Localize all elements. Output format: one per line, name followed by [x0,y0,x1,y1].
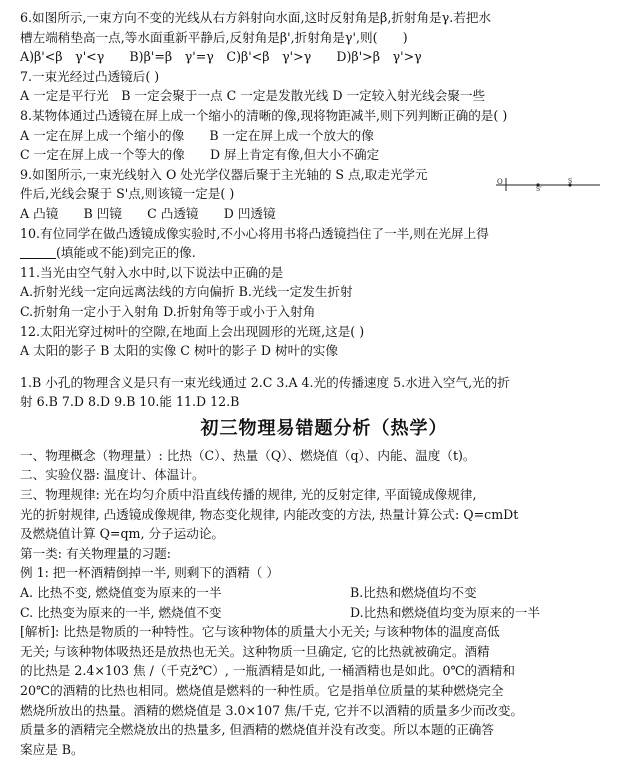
option-d: D.比热和燃烧值均变为原来的一半 [350,604,540,620]
option-c: C. 比热变为原来的一半, 燃烧值不变 [20,604,222,620]
analysis-line-2: 无关; 与该种物体吸热还是放热也无关。这种物质一旦确定, 它的比热就被确定。酒精 [20,643,490,659]
laws-line-3: 及燃烧值计算 Q=qm, 分子运动论。 [20,526,225,542]
analysis-line-1: [解析]: 比热是物质的一种特性。它与该种物体的质量大小无关; 与该种物体的温度高低 [20,624,500,640]
analysis-line-5: 燃烧所放出的热量。酒精的燃烧值是 3.0×107 焦/千克, 它并不以酒精的质量多少而改变。 [20,702,524,718]
category-heading: 第一类: 有关物理量的习题: [20,545,172,561]
example-1-options-cd [20,603,628,623]
q6-line-2: 槽左端稍垫高一点,等水面重新平静后,反射角是β',折射角是γ',则( ) [20,29,408,45]
analysis-line-3: 的比热是 2.4×103 焦 /（千克ž℃）, 一瓶酒精是如此, 一桶酒精也是如此。0℃的酒精和 [20,663,515,679]
answers-line-2: 射 6.B 7.D 8.D 9.B 10.能 11.D 12.B [20,394,240,410]
q9-options: A 凸镜 B 凹镜 C 凸透镜 D 凹透镜 [20,205,276,221]
option-b: B.比热和燃烧值均不变 [350,585,477,601]
q12-stem: 12.太阳光穿过树叶的空隙,在地面上会出现圆形的光斑,这是( ) [20,323,365,339]
q6-options: A)β'<β γ'<γ B)β'=β γ'=γ C)β'<β γ'>γ D)β'>β γ'>γ [20,49,422,65]
analysis-line-6: 质量多的酒精完全燃烧放出的热量多, 但酒精的燃烧值并没有改变。所以本题的正确答 [20,722,494,738]
laws-line-2: 光的折射规律, 凸透镜成像规律, 物态变化规律, 内能改变的方法, 热量计算公式: Q=cmDt [20,506,519,522]
example-1-options-ab [20,583,628,603]
section-title: 初三物理易错题分析（热学） [200,417,448,439]
q8-options-cd: C 一定在屏上成一个等大的像 D 屏上肯定有像,但大小不确定 [20,147,380,163]
q10-line-1: 10.有位同学在做凸透镜成像实验时,不小心将用书将凸透镜挡住了一半,则在光屏上得 [20,225,489,241]
answers-line-1: 1.B 小孔的物理含义是只有一束光线通过 2.C 3.A 4.光的传播速度 5.水进入空气,光的折 [20,374,510,390]
option-a: A. 比热不变, 燃烧值变为原来的一半 [20,585,222,601]
q6-line-1: 6.如图所示,一束方向不变的光线从右方斜射向水面,这时反射角是β,折射角是γ.若把水 [20,10,492,25]
q7-options: A 一定是平行光 B 一定会聚于一点 C 一定是发散光线 D 一定较入射光线会聚一些 [20,88,486,104]
q9-line-1: 9.如图所示,一束光线射入 O 处光学仪器后聚于主光轴的 S 点,取走光学元 [20,166,428,182]
analysis-line-4: 20℃的酒精的比热也相同。燃烧值是燃料的一种性质。它是指单位质量的某种燃烧完全 [20,683,504,698]
laws-line-1: 三、物理规律: 光在均匀介质中沿直线传播的规律, 光的反射定律, 平面镜成像规律, [20,487,477,503]
spacer [20,361,628,373]
q12-options: A 太阳的影子 B 太阳的实像 C 树叶的影子 D 树叶的实像 [20,343,338,359]
label-s: S [568,178,573,185]
analysis-line-7: 案应是 B。 [20,741,84,757]
q11-options-ab: A.折射光线一定向远离法线的方向偏折 B.光线一定发生折射 [20,284,353,300]
concepts-line: 一、物理概念（物理量）: 比热（C）、热量（Q）、燃烧值（q）、内能、温度（t)。 [20,447,476,463]
q11-options-cd: C.折射角一定小于入射角 D.折射角等于或小于入射角 [20,303,316,319]
label-s-prime: S' [536,186,542,192]
q9-line-2: 件后,光线会聚于 S'点,则该镜一定是( ) [20,186,235,202]
example-1-stem: 例 1: 把一杯酒精倒掉一半, 则剩下的酒精（ ） [20,565,279,581]
q7-stem: 7.一束光经过凸透镜后( ) [20,68,160,84]
q11-stem: 11.当光由空气射入水中时,以下说法中正确的是 [20,264,284,280]
q10-line-2-text: (填能或不能)到完正的像. [56,245,196,261]
q8-stem: 8.某物体通过凸透镜在屏上成一个缩小的清晰的像,现将物距减半,则下列判断正确的是( ) [20,107,508,123]
label-o: O [497,178,503,186]
q8-options-ab: A 一定在屏上成一个缩小的像 B 一定在屏上成一个放大的像 [20,127,374,143]
optics-axis-diagram [496,176,600,192]
instruments-line: 二、实验仪器: 温度计、体温计。 [20,467,205,483]
answer-blank [20,246,56,259]
q10-line-2 [20,243,628,263]
